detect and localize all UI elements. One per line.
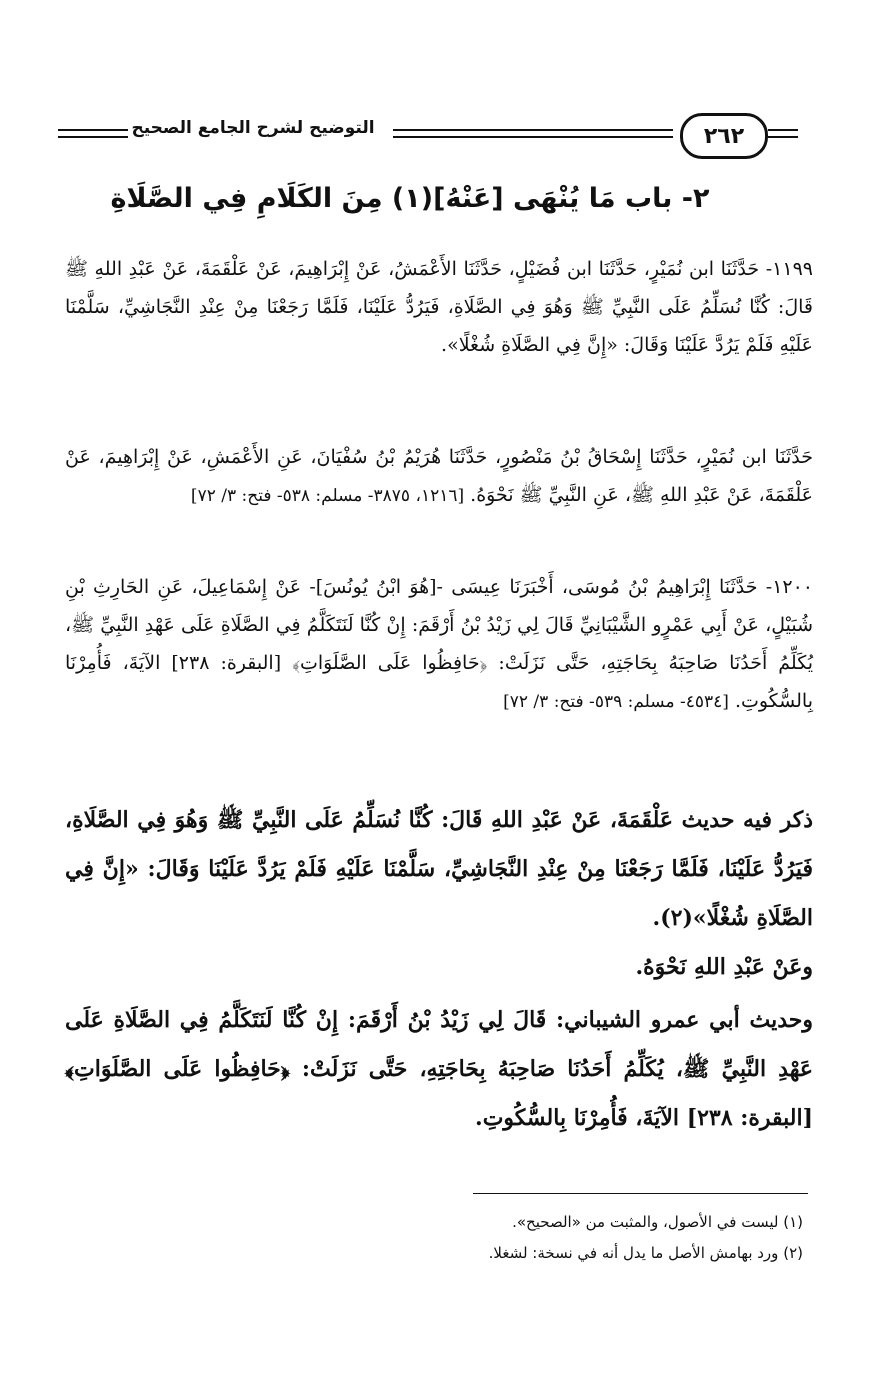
hadith-1199 (65, 250, 813, 364)
chapter-title: ٢- باب مَا يُنْهَى [عَنْهُ](١) مِنَ الكَلَامِ فِي الصَّلَاةِ (110, 183, 710, 214)
footnote-separator (473, 1193, 808, 1194)
footnote-1 (63, 1207, 803, 1238)
hadith-1199-b (65, 438, 813, 515)
commentary-para-2: وعَنْ عَبْدِ اللهِ نَحْوَهُ. (635, 954, 813, 980)
footnote-2-text: ورد بهامش الأصل ما يدل أنه في نسخة: لشغلا. (488, 1244, 779, 1262)
commentary (65, 796, 813, 1143)
footnote-2-marker: (٢) (783, 1244, 803, 1262)
header-rule-middle-2 (393, 136, 673, 138)
footnotes (63, 1207, 803, 1269)
footnote-1-text: ليست في الأصول، والمثبت من «الصحيح». (512, 1213, 779, 1231)
hadith-1200 (65, 568, 813, 721)
hadith-1199-b-ref: [١٢١٦، ٣٨٧٥- مسلم: ٥٣٨- فتح: ٣/ ٧٢] (190, 486, 465, 506)
running-title: التوضيح لشرح الجامع الصحيح (131, 118, 375, 138)
running-header (58, 112, 798, 160)
hadith-1200-ref: [٤٥٣٤- مسلم: ٥٣٩- فتح: ٣/ ٧٢] (503, 692, 729, 712)
header-rule-middle (393, 129, 673, 131)
footnote-1-marker: (١) (783, 1213, 803, 1231)
hadith-1200-text: ١٢٠٠- حَدَّثَنَا إِبْرَاهِيمُ بْنُ مُوسَى، أَخْبَرَنَا عِيسَى -[هُوَ ابْنُ يُونُسَ]- عَنْ إِسْمَاعِيلَ، عَنِ الحَارِثِ بْنِ شُبَيْلٍ، عَنْ أَبِي عَمْرٍو الشَّيْبَانِيِّ قَالَ لِي زَيْدُ بْنُ أَرْقَمَ: إِنْ كُنَّا لَنَتَكَلَّمُ فِي الصَّلَاةِ عَلَى عَهْدِ النَّبِيِّ ﷺ، يُكَلِّمُ أَحَدُنَا صَاحِبَهُ بِحَاجَتِهِ، حَتَّى نَزَلَتْ: ﴿حَافِظُوا عَلَى الصَّلَوَاتِ﴾ [البقرة: ٢٣٨] الآيَةَ، فَأُمِرْنَا بِالسُّكُوتِ. (65, 576, 814, 712)
commentary-para-3: وحديث أبي عمرو الشيباني: قَالَ لِي زَيْدُ بْنُ أَرْقَمَ: إِنْ كُنَّا لَنَتَكَلَّمُ فِي الصَّلَاةِ عَلَى عَهْدِ النَّبِيِّ ﷺ، يُكَلِّمُ أَحَدُنَا صَاحِبَهُ بِحَاجَتِهِ، حَتَّى نَزَلَتْ: ﴿حَافِظُوا عَلَى الصَّلَوَاتِ﴾ [البقرة: ٢٣٨] الآيَةَ، فَأُمِرْنَا بِالسُّكُوتِ. (65, 1007, 813, 1131)
commentary-para-1: ذكر فيه حديث عَلْقَمَةَ، عَنْ عَبْدِ اللهِ قَالَ: كُنَّا نُسَلِّمُ عَلَى النَّبِيِّ ﷺ وَهُوَ فِي الصَّلَاةِ، فَيَرُدُّ عَلَيْنَا، فَلَمَّا رَجَعْنَا مِنْ عِنْدِ النَّجَاشِيِّ، سَلَّمْنَا عَلَيْهِ فَلَمْ يَرُدَّ عَلَيْنَا وَقَالَ: «إِنَّ فِي الصَّلَاةِ شُغْلًا»(٢). (65, 807, 813, 931)
footnote-2 (63, 1238, 803, 1269)
hadith-1199-b-text: حَدَّثَنَا ابن نُمَيْرٍ، حَدَّثَنَا إِسْحَاقُ بْنُ مَنْصُورٍ، حَدَّثَنَا هُرَيْمُ بْنُ سُفْيَانَ، عَنِ الأَعْمَشِ، عَنْ إِبْرَاهِيمَ، عَنْ عَلْقَمَةَ، عَنْ عَبْدِ اللهِ ﷺ، عَنِ النَّبِيِّ ﷺ نَحْوَهُ. (65, 446, 813, 506)
header-rule-right-2 (768, 136, 798, 138)
page-number: ٢٦٢ (680, 113, 768, 159)
header-rule-right (768, 129, 798, 131)
hadith-1199-text: ١١٩٩- حَدَّثَنَا ابن نُمَيْرٍ، حَدَّثَنَا ابن فُضَيْلٍ، حَدَّثَنَا الأَعْمَشُ، عَنْ إِبْرَاهِيمَ، عَنْ عَلْقَمَةَ، عَنْ عَبْدِ اللهِ ﷺ قَالَ: كُنَّا نُسَلِّمُ عَلَى النَّبِيِّ ﷺ وَهُوَ فِي الصَّلَاةِ، فَيَرُدُّ عَلَيْنَا، فَلَمَّا رَجَعْنَا مِنْ عِنْدِ النَّجَاشِيِّ، سَلَّمْنَا عَلَيْهِ فَلَمْ يَرُدَّ عَلَيْنَا وَقَالَ: «إِنَّ فِي الصَّلَاةِ شُغْلًا». (65, 258, 813, 356)
